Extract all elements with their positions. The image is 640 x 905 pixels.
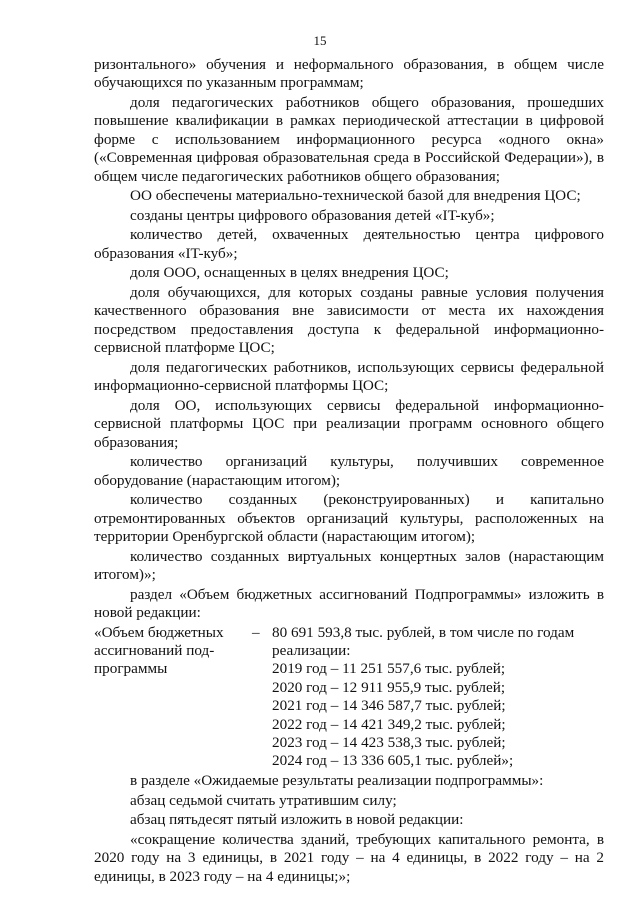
budget-value-line: реализации: <box>272 642 351 660</box>
paragraph: ризонтального» обучения и неформального образования, в общем числе обучающихся по указанным программам; <box>94 56 604 92</box>
paragraph: раздел «Объем бюджетных ассигнований Подпрограммы» изложить в новой редакции: <box>94 585 604 622</box>
paragraph: «сокращение количества зданий, требующих капитального ремонта, в 2020 году на 3 единицы, в 2021 году – на 4 единицы, в 2022 году – на 2 единицы, в 2023 году – на 4 единицы;»; <box>94 830 604 885</box>
budget-dash: – <box>252 623 260 641</box>
budget-year-line: 2020 год – 12 911 955,9 тыс. рублей; <box>272 678 506 696</box>
budget-total: 80 691 593,8 тыс. рублей, в том числе по годам <box>272 623 575 641</box>
budget-label-line: «Объем бюджетных <box>94 623 224 641</box>
paragraph: доля педагогических работников, использующих сервисы федеральной информационно-сервисной платформы ЦОС; <box>94 358 604 395</box>
document-body <box>94 56 604 887</box>
paragraph: количество созданных (реконструированных) и капитально отремонтированных объектов организаций культуры, расположенных на территории Оренбургской области (нарастающим итогом); <box>94 491 604 546</box>
paragraph: количество детей, охваченных деятельностью центра цифрового образования «IT-куб»; <box>94 226 604 262</box>
budget-label-line: программы <box>94 660 168 678</box>
budget-label-line: ассигнований под- <box>94 642 215 660</box>
paragraph: доля ООО, оснащенных в целях внедрения ЦОС; <box>130 264 449 282</box>
paragraph: в разделе «Ожидаемые результаты реализации подпрограммы»: <box>130 772 544 790</box>
paragraph: ОО обеспечены материально-технической базой для внедрения ЦОС; <box>130 187 581 205</box>
paragraph: количество созданных виртуальных концертных залов (нарастающим итогом)»; <box>94 547 604 584</box>
paragraph: созданы центры цифрового образования детей «IT-куб»; <box>130 206 495 224</box>
budget-year-line: 2019 год – 11 251 557,6 тыс. рублей; <box>272 660 506 678</box>
page-number: 15 <box>313 33 327 48</box>
paragraph: доля обучающихся, для которых созданы равные условия получения качественного образования вне зависимости от места их нахождения посредством предоставления доступа к федеральной информационно-сервисной платформе ЦОС; <box>94 284 604 357</box>
paragraph: абзац седьмой считать утратившим силу; <box>130 791 397 809</box>
budget-year-line: 2022 год – 14 421 349,2 тыс. рублей; <box>272 715 506 733</box>
budget-year-line: 2024 год – 13 336 605,1 тыс. рублей»; <box>272 752 514 770</box>
budget-label <box>94 624 252 771</box>
paragraph: количество организаций культуры, получивших современное оборудование (нарастающим итогом); <box>94 453 604 489</box>
paragraph: доля педагогических работников общего образования, прошедших повышение квалификации в рамках периодической аттестации в цифровой форме с использованием информационного ресурса «одного окна» («Современная цифровая образовательная среда в Российской Федерации»), в общем числе педагогических работников общего образования; <box>94 94 604 185</box>
paragraph: абзац пятьдесят пятый изложить в новой редакции: <box>130 811 464 829</box>
paragraph: доля ОО, использующих сервисы федеральной информационно-сервисной платформы ЦОС при реализации программ основного общего образования; <box>94 396 604 451</box>
budget-allocation-block <box>94 624 604 771</box>
budget-year-line: 2023 год – 14 423 538,3 тыс. рублей; <box>272 734 506 752</box>
budget-year-line: 2021 год – 14 346 587,7 тыс. рублей; <box>272 697 506 715</box>
budget-values <box>272 624 604 771</box>
